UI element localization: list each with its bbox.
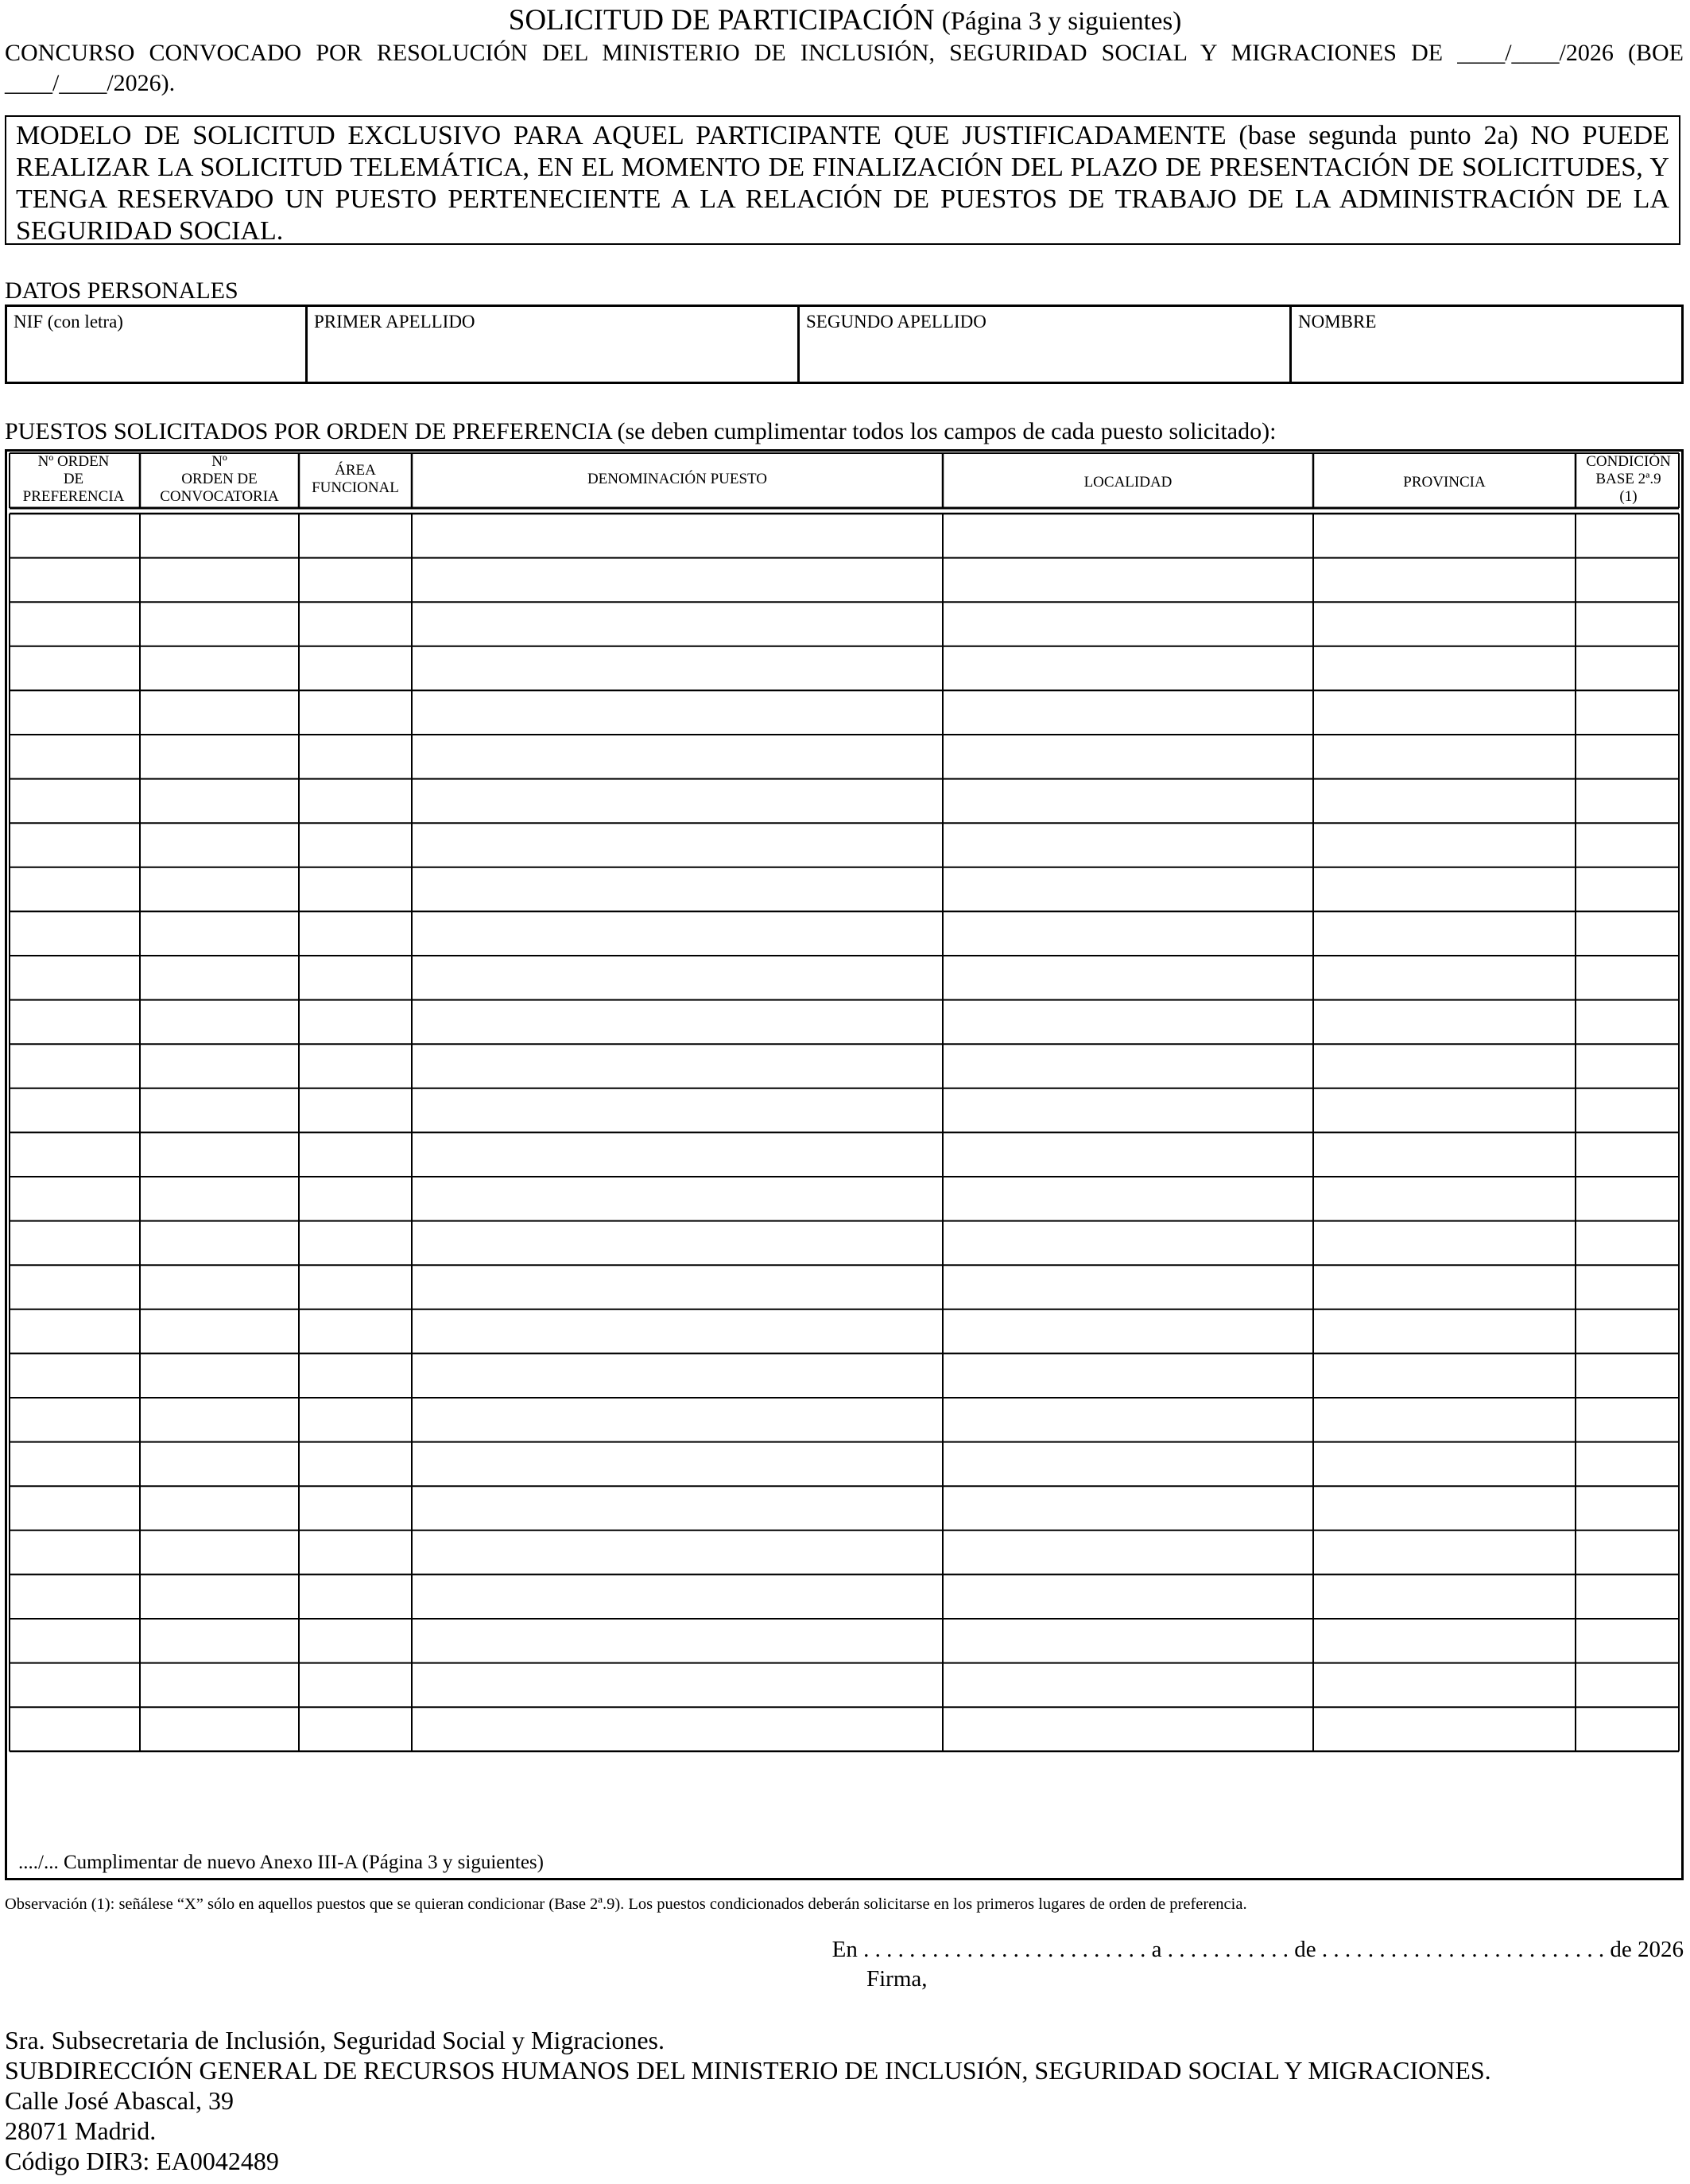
col-provincia: PROVINCIA <box>1403 474 1486 491</box>
col-orden-convocatoria: Nº ORDEN DE CONVOCATORIA <box>160 453 279 505</box>
positions-table <box>5 449 1684 1880</box>
place-date-line: En . . . . . . . . . . . . . . . . . . . . . . . . . a . . . . . . . . . . . de . . . . . . . . . . . . . . . . . . . . . . . . . de 2026 <box>831 1937 1684 1962</box>
nif-label: NIF (con letra) <box>14 312 123 332</box>
personal-data-table <box>5 305 1684 384</box>
convocatoria-text: CONCURSO CONVOCADO POR RESOLUCIÓN DEL MINISTERIO DE INCLUSIÓN, SEGURIDAD SOCIAL Y MIGRACIONES DE ____/____/2026 (BOE ____/____/2026). <box>5 40 1684 96</box>
name-field[interactable] <box>1292 307 1681 382</box>
address-line-4: 28071 Madrid. <box>5 2116 157 2145</box>
col-area-funcional: ÁREA FUNCIONAL <box>312 462 399 496</box>
page-title <box>0 3 1690 39</box>
positions-heading: PUESTOS SOLICITADOS POR ORDEN DE PREFERENCIA (se deben cumplimentar todos los campos de cada puesto solicitado): <box>5 418 1277 444</box>
first-surname-field[interactable] <box>308 307 800 382</box>
second-surname-label: SEGUNDO APELLIDO <box>806 312 986 332</box>
personal-data-heading: DATOS PERSONALES <box>5 277 238 304</box>
first-surname-label: PRIMER APELLIDO <box>314 312 475 332</box>
col-condicion: CONDICIÓN BASE 2ª.9 (1) <box>1586 453 1671 505</box>
positions-grid <box>7 452 1681 1878</box>
notice-box: MODELO DE SOLICITUD EXCLUSIVO PARA AQUEL PARTICIPANTE QUE JUSTIFICADAMENTE (base segunda punto 2a) NO PUEDE REALIZAR LA SOLICITUD TELEMÁTICA, EN EL MOMENTO DE FINALIZACIÓN DEL PLAZO DE PRESENTACIÓN DE SOLICITUDES, Y TENGA RESERVADO UN PUESTO PERTENECIENTE A LA RELACIÓN DE PUESTOS DE TRABAJO DE LA ADMINISTRACIÓN DE LA SEGURIDAD SOCIAL. <box>5 115 1680 245</box>
title-sub: (Página 3 y siguientes) <box>941 7 1182 36</box>
title-main: SOLICITUD DE PARTICIPACIÓN <box>508 4 935 37</box>
signature-label: Firma, <box>866 1966 928 1992</box>
address-line-5: Código DIR3: EA0042489 <box>5 2147 279 2175</box>
second-surname-field[interactable] <box>800 307 1292 382</box>
observation-text: Observación (1): señálese “X” sólo en aquellos puestos que se quieran condicionar (Base 2ª.9). Los puestos condicionados deberán solicitarse en los primeros lugares de orden de preferencia. <box>5 1895 1247 1913</box>
address-line-2: SUBDIRECCIÓN GENERAL DE RECURSOS HUMANOS DEL MINISTERIO DE INCLUSIÓN, SEGURIDAD SOCIAL Y MIGRACIONES. <box>5 2056 1491 2085</box>
col-localidad: LOCALIDAD <box>1083 474 1173 491</box>
name-label: NOMBRE <box>1298 312 1377 332</box>
col-orden-preferencia: Nº ORDEN DE PREFERENCIA <box>22 453 125 505</box>
col-denominacion-puesto: DENOMINACIÓN PUESTO <box>587 471 768 487</box>
nif-field[interactable] <box>7 307 308 382</box>
address-line-3: Calle José Abascal, 39 <box>5 2086 234 2115</box>
address-line-1: Sra. Subsecretaria de Inclusión, Seguridad Social y Migraciones. <box>5 2026 665 2054</box>
table-footer-note: ..../... Cumplimentar de nuevo Anexo III-A (Página 3 y siguientes) <box>18 1852 544 1873</box>
